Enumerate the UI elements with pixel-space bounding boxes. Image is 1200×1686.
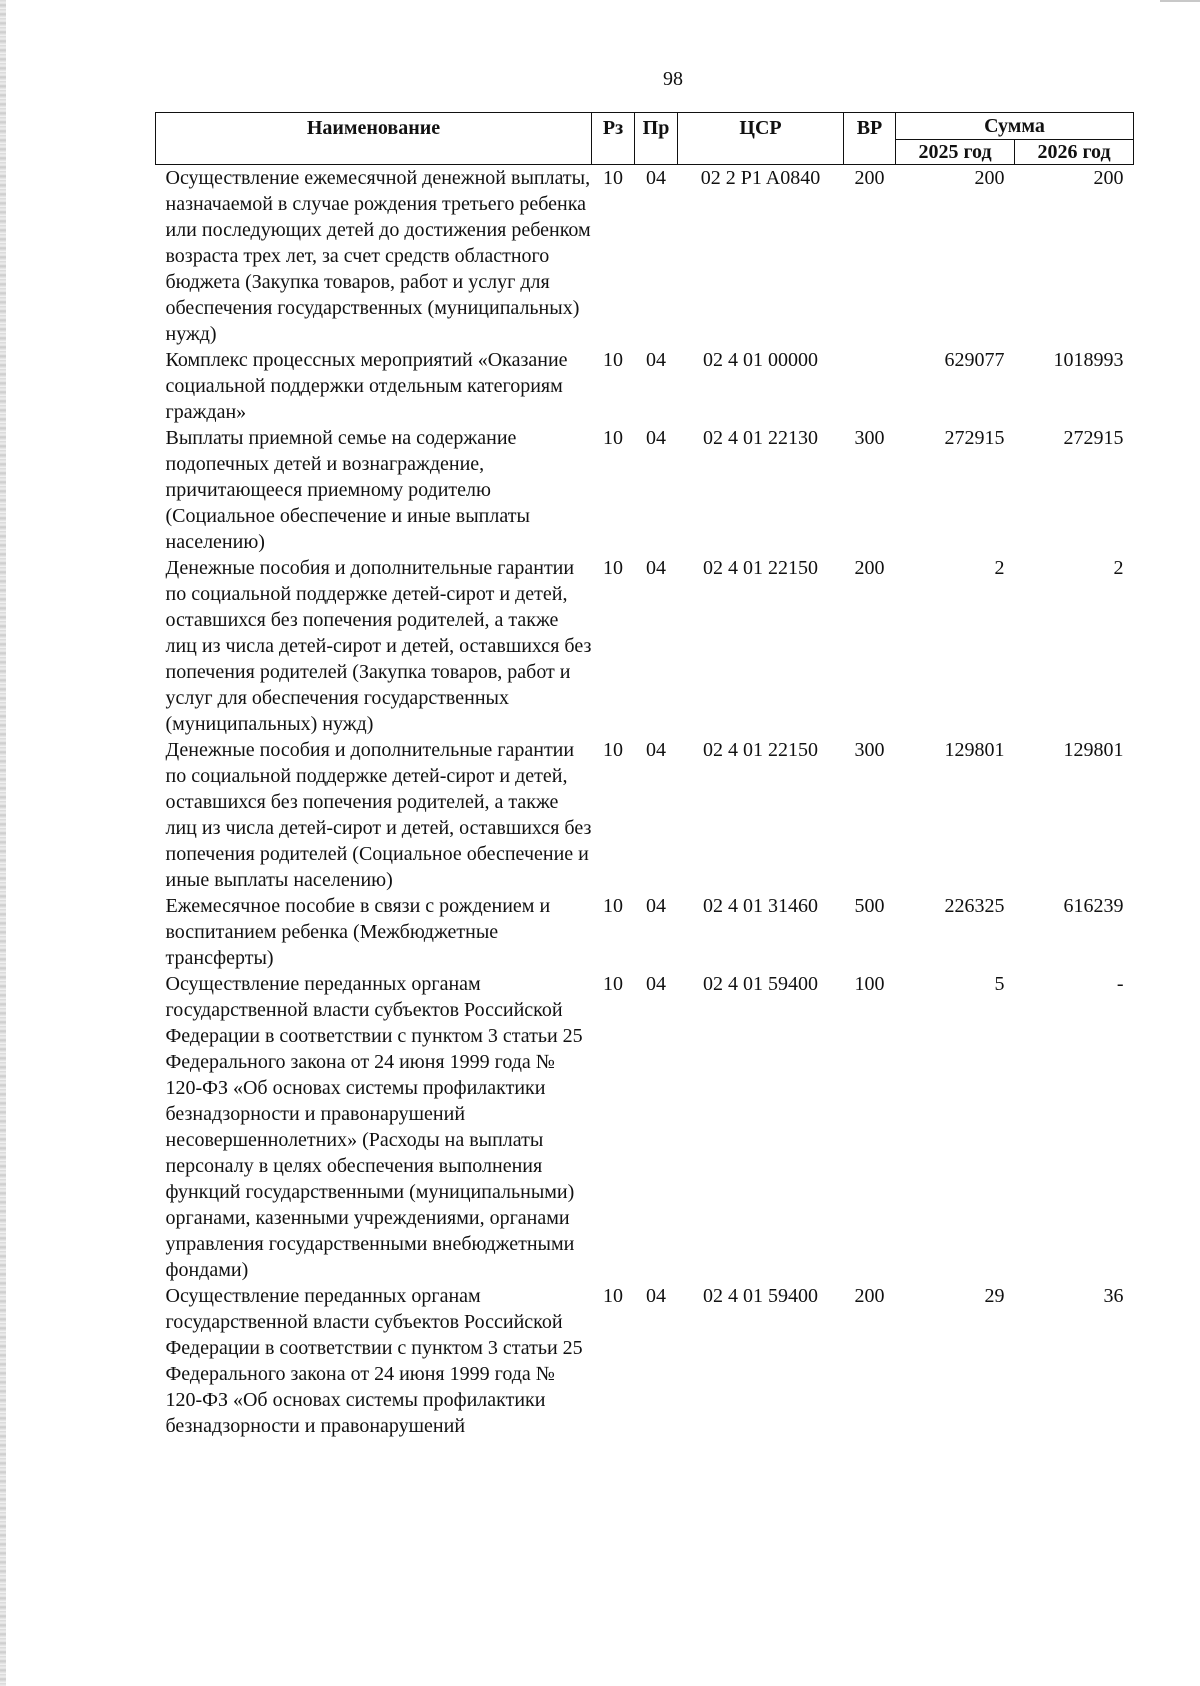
header-year-2025: 2025 год: [896, 140, 1015, 165]
row-name: Осуществление ежемесячной денежной выплаты, назначаемой в случае рождения третьего ребенка или последующих детей до достижения ребенком возраста трех лет, за счет средств областного бюджета (Закупка товаров, работ и услуг для обеспечения государственных (муниципальных) нужд): [165, 167, 591, 345]
table-row: [156, 347, 1134, 425]
row-sum-2025: 629077: [944, 349, 1005, 371]
row-pr: 04: [646, 973, 666, 995]
row-sum-2025: 226325: [944, 895, 1005, 917]
header-csr: ЦСР: [678, 113, 844, 165]
header-rz: Рз: [592, 113, 635, 165]
row-vr: [844, 347, 896, 425]
row-csr: 02 4 01 22150: [703, 557, 818, 579]
row-sum-2026: 1018993: [1053, 349, 1124, 371]
row-name: Осуществление переданных органам государственной власти субъектов Российской Федерации в соответствии с пунктом 3 статьи 25 Федерального закона от 24 июня 1999 года № 120-ФЗ «Об основах системы профилактики безнадзорности и правонарушений несовершеннолетних» (Расходы на выплаты персоналу в целях обеспечения выполнения функций государственными (муниципальными) органами, казенными учреждениями, органами управления государственными внебюджетными фондами): [165, 973, 583, 1281]
row-rz: 10: [603, 427, 623, 449]
row-pr: 04: [646, 895, 666, 917]
row-sum-2025: 29: [984, 1285, 1005, 1307]
budget-table: [155, 112, 1134, 1439]
row-name: Ежемесячное пособие в связи с рождением и воспитанием ребенка (Межбюджетные трансферты): [165, 895, 551, 969]
row-vr: 500: [854, 895, 885, 917]
row-vr: 200: [854, 167, 885, 189]
table-row: [156, 165, 1134, 348]
page-number: 98: [663, 68, 683, 90]
row-name: Денежные пособия и дополнительные гарантии по социальной поддержке детей-сирот и детей, оставшихся без попечения родителей, а также лиц из числа детей-сирот и детей, оставшихся без попечения родителей (Социальное обеспечение и иные выплаты населению): [165, 739, 592, 891]
row-pr: 04: [646, 739, 666, 761]
row-sum-2026: 272915: [1063, 427, 1124, 449]
row-csr: 02 4 01 31460: [703, 895, 818, 917]
row-vr: 100: [854, 973, 885, 995]
row-rz: 10: [603, 895, 623, 917]
row-name: Осуществление переданных органам государственной власти субъектов Российской Федерации в соответствии с пунктом 3 статьи 25 Федерального закона от 24 июня 1999 года № 120-ФЗ «Об основах системы профилактики безнадзорности и правонарушений: [165, 1285, 583, 1437]
row-csr: 02 4 01 59400: [703, 1285, 818, 1307]
row-pr: 04: [646, 427, 666, 449]
row-pr: 04: [646, 349, 666, 371]
row-sum-2025: 2: [994, 557, 1005, 579]
row-sum-2026: 129801: [1063, 739, 1124, 761]
row-name: Денежные пособия и дополнительные гарантии по социальной поддержке детей-сирот и детей, оставшихся без попечения родителей, а также лиц из числа детей-сирот и детей, оставшихся без попечения родителей (Закупка товаров, работ и услуг для обеспечения государственных (муниципальных) нужд): [165, 557, 592, 735]
header-vr: ВР: [844, 113, 896, 165]
table-row: [156, 1283, 1134, 1439]
row-csr: 02 2 P1 A0840: [700, 167, 821, 189]
row-csr: 02 4 01 59400: [703, 973, 818, 995]
row-sum-2025: 200: [974, 167, 1005, 189]
row-pr: 04: [646, 1285, 666, 1307]
row-sum-2025: 272915: [944, 427, 1005, 449]
row-vr: 300: [854, 427, 885, 449]
row-rz: 10: [603, 349, 623, 371]
row-rz: 10: [603, 557, 623, 579]
table-row: [156, 425, 1134, 555]
row-sum-2026: 36: [1103, 1285, 1124, 1307]
row-vr: 300: [854, 739, 885, 761]
header-sum: Сумма: [896, 113, 1134, 140]
row-vr: 200: [854, 1285, 885, 1307]
table-row: [156, 893, 1134, 971]
row-rz: 10: [603, 167, 623, 189]
table-body: [156, 165, 1134, 1440]
scan-edge: [0, 0, 6, 1686]
row-rz: 10: [603, 1285, 623, 1307]
row-vr: 200: [854, 557, 885, 579]
scan-corner-mark: [1160, 0, 1200, 2]
row-sum-2025: 129801: [944, 739, 1005, 761]
row-csr: 02 4 01 22150: [703, 739, 818, 761]
row-sum-2026: 2: [1113, 557, 1124, 579]
header-year-2026: 2026 год: [1015, 140, 1134, 165]
row-csr: 02 4 01 22130: [703, 427, 818, 449]
row-rz: 10: [603, 973, 623, 995]
row-sum-2025: 5: [994, 973, 1005, 995]
row-rz: 10: [603, 739, 623, 761]
row-pr: 04: [646, 167, 666, 189]
row-sum-2026: 616239: [1063, 895, 1124, 917]
row-name: Выплаты приемной семье на содержание подопечных детей и вознаграждение, причитающееся приемному родителю (Социальное обеспечение и иные выплаты населению): [165, 427, 530, 553]
row-csr: 02 4 01 00000: [703, 349, 818, 371]
row-name: Комплекс процессных мероприятий «Оказание социальной поддержки отдельным категориям граждан»: [165, 349, 568, 423]
table-row: [156, 555, 1134, 737]
table-row: [156, 737, 1134, 893]
row-pr: 04: [646, 557, 666, 579]
row-sum-2026: -: [1116, 973, 1124, 995]
header-name: Наименование: [156, 113, 592, 165]
table-row: [156, 971, 1134, 1283]
row-sum-2026: 200: [1093, 167, 1124, 189]
header-pr: Пр: [635, 113, 678, 165]
